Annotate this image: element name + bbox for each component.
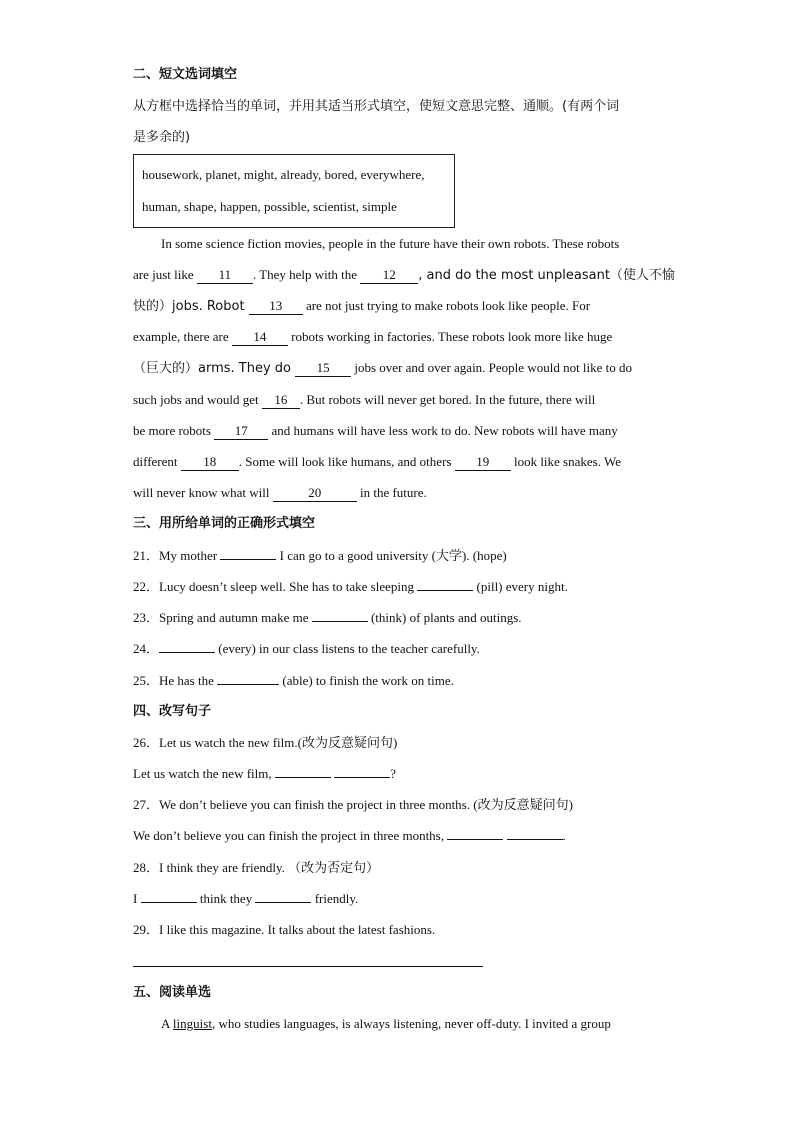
question-29: 29．I like this magazine. It talks about the latest fashions. — [133, 922, 436, 937]
passage-line-9 — [133, 483, 427, 503]
answer-text: ? — [390, 766, 396, 781]
answer-blank-28a[interactable] — [141, 902, 197, 903]
passage-text: . Some will look like humans, and others — [238, 454, 455, 469]
section-title-word-forms: 三、用所给单词的正确形式填空 — [133, 516, 316, 531]
blank-12[interactable]: 12 — [360, 267, 418, 284]
passage-text: will never know what will — [133, 485, 273, 500]
word-bank-line-1: housework, planet, might, already, bored, everywhere, — [142, 167, 425, 182]
answer-blank-22[interactable] — [417, 590, 473, 591]
passage-line-8 — [133, 452, 621, 472]
answer-blank-28b[interactable] — [255, 902, 311, 903]
instructions-line-2: 是多余的) — [133, 130, 191, 145]
passage-text: , and do the most unpleasant（使人不愉 — [418, 268, 675, 283]
blank-19[interactable]: 19 — [455, 454, 511, 471]
passage-line-1: In some science fiction movies, people in the future have their own robots. These robots — [161, 236, 620, 251]
blank-11[interactable]: 11 — [197, 267, 253, 284]
passage-text: are not just trying to make robots look like people. For — [302, 298, 591, 313]
passage-text: such jobs and would get — [133, 392, 262, 407]
reading-text: A — [161, 1016, 173, 1031]
passage-text: example, there are — [133, 329, 232, 344]
passage-line-4 — [133, 327, 612, 347]
question-text: 21．My mother — [133, 548, 221, 563]
passage-text: in the future. — [356, 485, 427, 500]
passage-text: 快的）jobs. Robot — [133, 299, 249, 314]
passage-text: . They help with the — [252, 267, 361, 282]
answer-blank-26b[interactable] — [334, 777, 390, 778]
blank-14[interactable]: 14 — [232, 329, 288, 346]
passage-line-3 — [133, 296, 590, 317]
passage-text: jobs over and over again. People would not like to do — [351, 360, 633, 375]
question-27: 27．We don’t believe you can finish the project in three months. (改为反意疑问句) — [133, 797, 573, 812]
passage-text: be more robots — [133, 423, 215, 438]
question-24 — [133, 639, 480, 659]
passage-text: （巨大的）arms. They do — [133, 361, 296, 376]
question-text: I can go to a good university (大学). (hope) — [276, 548, 507, 563]
question-text: 25．He has the — [133, 673, 218, 688]
answer-blank-24[interactable] — [159, 652, 215, 653]
answer-line-29[interactable] — [133, 966, 483, 967]
question-21 — [133, 546, 507, 566]
question-text: (pill) every night. — [473, 579, 568, 594]
word-bank-line-2: human, shape, happen, possible, scientist, simple — [142, 199, 397, 214]
question-text: (every) in our class listens to the teacher carefully. — [215, 641, 480, 656]
answer-text: I — [133, 891, 141, 906]
answer-blank-21[interactable] — [220, 559, 276, 560]
answer-text: friendly. — [311, 891, 359, 906]
answer-blank-27a[interactable] — [447, 839, 503, 840]
blank-17[interactable]: 17 — [214, 423, 268, 440]
answer-blank-26a[interactable] — [275, 777, 331, 778]
reading-line-1 — [161, 1014, 611, 1034]
answer-text: . — [562, 828, 566, 843]
instructions-line-1: 从方框中选择恰当的单词，并用其适当形式填空，使短文意思完整、通顺。(有两个词 — [133, 99, 620, 114]
question-23 — [133, 608, 522, 628]
passage-text: different — [133, 454, 181, 469]
blank-16[interactable]: 16 — [262, 392, 300, 409]
passage-line-5 — [133, 358, 632, 379]
blank-13[interactable]: 13 — [249, 298, 303, 315]
section-title-rewrite: 四、改写句子 — [133, 704, 212, 719]
passage-text: robots working in factories. These robots look more like huge — [287, 329, 613, 344]
underlined-word: linguist — [172, 1016, 212, 1031]
question-text: 23．Spring and autumn make me — [133, 610, 312, 625]
answer-line-26 — [133, 764, 396, 784]
answer-text: think they — [196, 891, 256, 906]
question-25 — [133, 671, 454, 691]
passage-text: and humans will have less work to do. New robots will have many — [268, 423, 618, 438]
passage-text: . But robots will never get bored. In the future, there will — [299, 392, 596, 407]
question-text: (think) of plants and outings. — [367, 610, 522, 625]
answer-line-28 — [133, 889, 358, 909]
passage-text: look like snakes. We — [510, 454, 621, 469]
section-title-word-bank: 二、短文选词填空 — [133, 67, 238, 82]
question-text: 24． — [133, 641, 160, 656]
blank-15[interactable]: 15 — [295, 360, 351, 377]
question-text: (able) to finish the work on time. — [279, 673, 454, 688]
passage-line-7 — [133, 421, 618, 441]
answer-blank-27b[interactable] — [507, 839, 563, 840]
question-22 — [133, 577, 568, 597]
section-title-reading: 五、阅读单选 — [133, 985, 212, 1000]
question-26: 26．Let us watch the new film.(改为反意疑问句) — [133, 735, 398, 750]
question-text: 22．Lucy doesn’t sleep well. She has to take sleeping — [133, 579, 418, 594]
blank-18[interactable]: 18 — [181, 454, 239, 471]
passage-line-6 — [133, 390, 595, 410]
answer-line-27 — [133, 826, 566, 846]
answer-text: Let us watch the new film, — [133, 766, 275, 781]
passage-line-2 — [133, 265, 675, 286]
answer-blank-23[interactable] — [312, 621, 368, 622]
blank-20[interactable]: 20 — [273, 485, 357, 502]
word-bank-box — [133, 154, 455, 228]
reading-text: , who studies languages, is always listening, never off-duty. I invited a group — [211, 1016, 611, 1031]
question-28: 28．I think they are friendly. （改为否定句） — [133, 860, 380, 875]
answer-text: We don’t believe you can finish the project in three months, — [133, 828, 448, 843]
answer-blank-25[interactable] — [217, 684, 279, 685]
passage-text: are just like — [133, 267, 197, 282]
